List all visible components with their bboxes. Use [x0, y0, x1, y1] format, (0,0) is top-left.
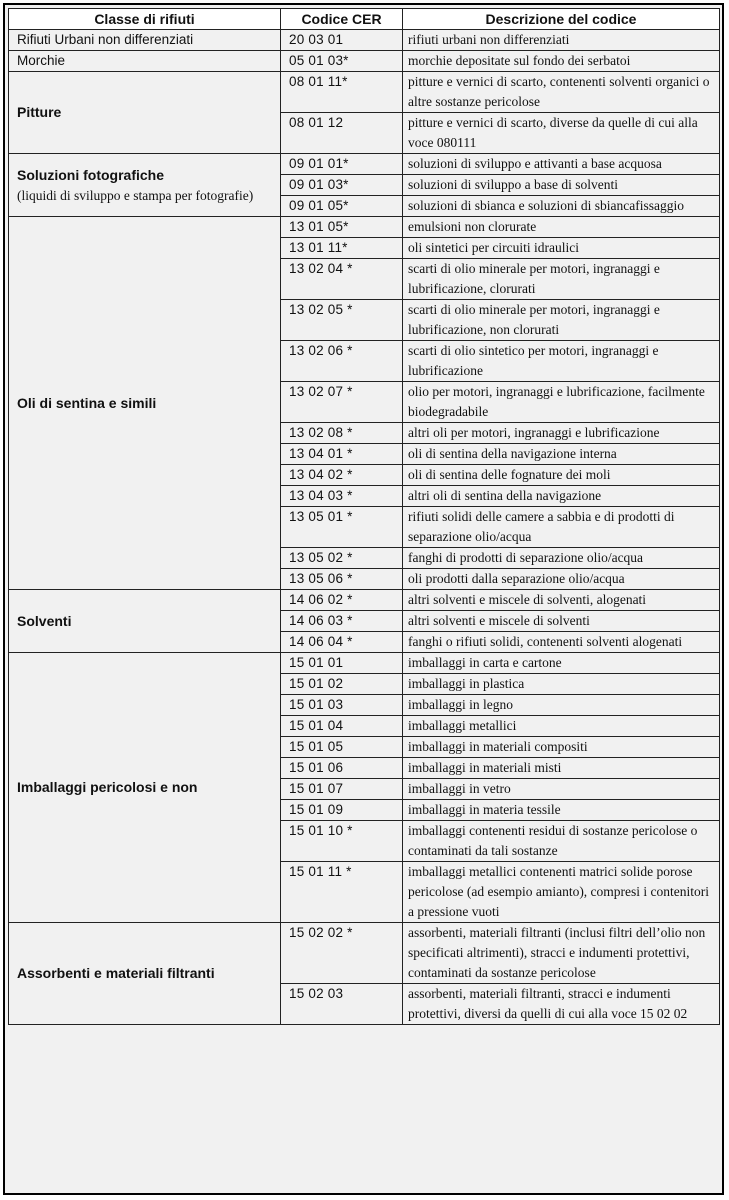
- table-body: [9, 30, 720, 1025]
- cer-code: 15 01 10 *: [281, 821, 403, 862]
- code-description: imballaggi metallici: [403, 716, 720, 737]
- waste-class-cell: [9, 30, 281, 51]
- code-description: imballaggi in materiali misti: [403, 758, 720, 779]
- code-description: imballaggi in legno: [403, 695, 720, 716]
- code-description: rifiuti solidi delle camere a sabbia e di prodotti di separazione olio/acqua: [403, 507, 720, 548]
- waste-class-name: Pitture: [17, 104, 62, 120]
- code-description: imballaggi in materia tessile: [403, 800, 720, 821]
- cer-code: 13 02 05 *: [281, 300, 403, 341]
- waste-class-cell: [9, 217, 281, 590]
- code-description: morchie depositate sul fondo dei serbatoi: [403, 51, 720, 72]
- waste-class-cell: [9, 72, 281, 154]
- cer-code: 13 02 06 *: [281, 341, 403, 382]
- cer-code: 09 01 05*: [281, 196, 403, 217]
- waste-class-subtitle: (liquidi di sviluppo e stampa per fotografie): [17, 187, 254, 203]
- code-description: fanghi o rifiuti solidi, contenenti solventi alogenati: [403, 632, 720, 653]
- cer-code: 13 02 08 *: [281, 423, 403, 444]
- code-description: imballaggi metallici contenenti matrici solide porose pericolose (ad esempio amianto), compresi i contenitori a pressione vuoti: [403, 862, 720, 923]
- cer-code: 13 04 03 *: [281, 486, 403, 507]
- header-classe: Classe di rifiuti: [9, 9, 281, 30]
- cer-code: 09 01 03*: [281, 175, 403, 196]
- code-description: emulsioni non clorurate: [403, 217, 720, 238]
- cer-code: 13 04 02 *: [281, 465, 403, 486]
- code-description: soluzioni di sbianca e soluzioni di sbiancafissaggio: [403, 196, 720, 217]
- cer-code: 15 01 02: [281, 674, 403, 695]
- cer-code: 15 01 04: [281, 716, 403, 737]
- code-description: assorbenti, materiali filtranti (inclusi filtri dell’olio non specificati altrimenti), stracci e indumenti protettivi, contaminati da sostanze pericolose: [403, 923, 720, 984]
- cer-code: 13 01 11*: [281, 238, 403, 259]
- cer-code: 15 01 05: [281, 737, 403, 758]
- code-description: imballaggi contenenti residui di sostanze pericolose o contaminati da tali sostanze: [403, 821, 720, 862]
- code-description: oli di sentina delle fognature dei moli: [403, 465, 720, 486]
- waste-class-name: Oli di sentina e simili: [17, 394, 157, 411]
- code-description: rifiuti urbani non differenziati: [403, 30, 720, 51]
- table-row: [9, 30, 720, 51]
- waste-class-cell: [9, 923, 281, 1025]
- cer-code: 14 06 03 *: [281, 611, 403, 632]
- code-description: imballaggi in vetro: [403, 779, 720, 800]
- cer-code: 15 02 03: [281, 984, 403, 1025]
- cer-code: 15 01 11 *: [281, 862, 403, 923]
- table-row: [9, 72, 720, 113]
- cer-code: 14 06 04 *: [281, 632, 403, 653]
- code-description: altri solventi e miscele di solventi, alogenati: [403, 590, 720, 611]
- code-description: oli sintetici per circuiti idraulici: [403, 238, 720, 259]
- code-description: soluzioni di sviluppo a base di solventi: [403, 175, 720, 196]
- code-description: soluzioni di sviluppo e attivanti a base acquosa: [403, 154, 720, 175]
- cer-code: 08 01 11*: [281, 72, 403, 113]
- cer-code: 15 01 03: [281, 695, 403, 716]
- cer-code: 13 02 04 *: [281, 259, 403, 300]
- code-description: oli di sentina della navigazione interna: [403, 444, 720, 465]
- waste-class-name: Solventi: [17, 612, 72, 629]
- header-codice: Codice CER: [281, 9, 403, 30]
- code-description: altri oli di sentina della navigazione: [403, 486, 720, 507]
- code-description: imballaggi in carta e cartone: [403, 653, 720, 674]
- cer-code: 15 01 01: [281, 653, 403, 674]
- waste-class-cell: [9, 51, 281, 72]
- code-description: scarti di olio minerale per motori, ingranaggi e lubrificazione, non clorurati: [403, 300, 720, 341]
- cer-code: 13 01 05*: [281, 217, 403, 238]
- cer-code: 15 01 09: [281, 800, 403, 821]
- code-description: pitture e vernici di scarto, diverse da quelle di cui alla voce 080111: [403, 113, 720, 154]
- waste-class-name: Soluzioni fotografiche: [17, 166, 164, 183]
- code-description: olio per motori, ingranaggi e lubrificazione, facilmente biodegradabile: [403, 382, 720, 423]
- table-row: [9, 923, 720, 984]
- table-row: [9, 217, 720, 238]
- code-description: pitture e vernici di scarto, contenenti solventi organici o altre sostanze pericolose: [403, 72, 720, 113]
- cer-code: 15 01 07: [281, 779, 403, 800]
- table-row: [9, 154, 720, 175]
- waste-classification-table: [8, 8, 720, 1025]
- table-frame: [3, 3, 724, 1195]
- waste-class-name: Imballaggi pericolosi e non: [17, 779, 198, 795]
- header-row: [9, 9, 720, 30]
- code-description: scarti di olio minerale per motori, ingranaggi e lubrificazione, clorurati: [403, 259, 720, 300]
- cer-code: 13 02 07 *: [281, 382, 403, 423]
- code-description: imballaggi in plastica: [403, 674, 720, 695]
- waste-class-name: Morchie: [17, 53, 66, 68]
- cer-code: 14 06 02 *: [281, 590, 403, 611]
- cer-code: 15 02 02 *: [281, 923, 403, 984]
- cer-code: 13 05 01 *: [281, 507, 403, 548]
- table-row: [9, 590, 720, 611]
- waste-class-cell: [9, 154, 281, 217]
- waste-class-cell: [9, 590, 281, 653]
- code-description: oli prodotti dalla separazione olio/acqua: [403, 569, 720, 590]
- code-description: altri oli per motori, ingranaggi e lubrificazione: [403, 423, 720, 444]
- code-description: fanghi di prodotti di separazione olio/acqua: [403, 548, 720, 569]
- table-row: [9, 653, 720, 674]
- code-description: assorbenti, materiali filtranti, stracci e indumenti protettivi, diversi da quelli di cui alla voce 15 02 02: [403, 984, 720, 1025]
- code-description: imballaggi in materiali compositi: [403, 737, 720, 758]
- cer-code: 20 03 01: [281, 30, 403, 51]
- code-description: altri solventi e miscele di solventi: [403, 611, 720, 632]
- waste-class-name: Rifiuti Urbani non differenziati: [17, 32, 194, 47]
- cer-code: 08 01 12: [281, 113, 403, 154]
- code-description: scarti di olio sintetico per motori, ingranaggi e lubrificazione: [403, 341, 720, 382]
- cer-code: 05 01 03*: [281, 51, 403, 72]
- table-row: [9, 51, 720, 72]
- cer-code: 09 01 01*: [281, 154, 403, 175]
- waste-class-name: Assorbenti e materiali filtranti: [17, 965, 215, 981]
- cer-code: 13 05 06 *: [281, 569, 403, 590]
- cer-code: 13 04 01 *: [281, 444, 403, 465]
- cer-code: 15 01 06: [281, 758, 403, 779]
- header-descrizione: Descrizione del codice: [403, 9, 720, 30]
- waste-class-cell: [9, 653, 281, 923]
- cer-code: 13 05 02 *: [281, 548, 403, 569]
